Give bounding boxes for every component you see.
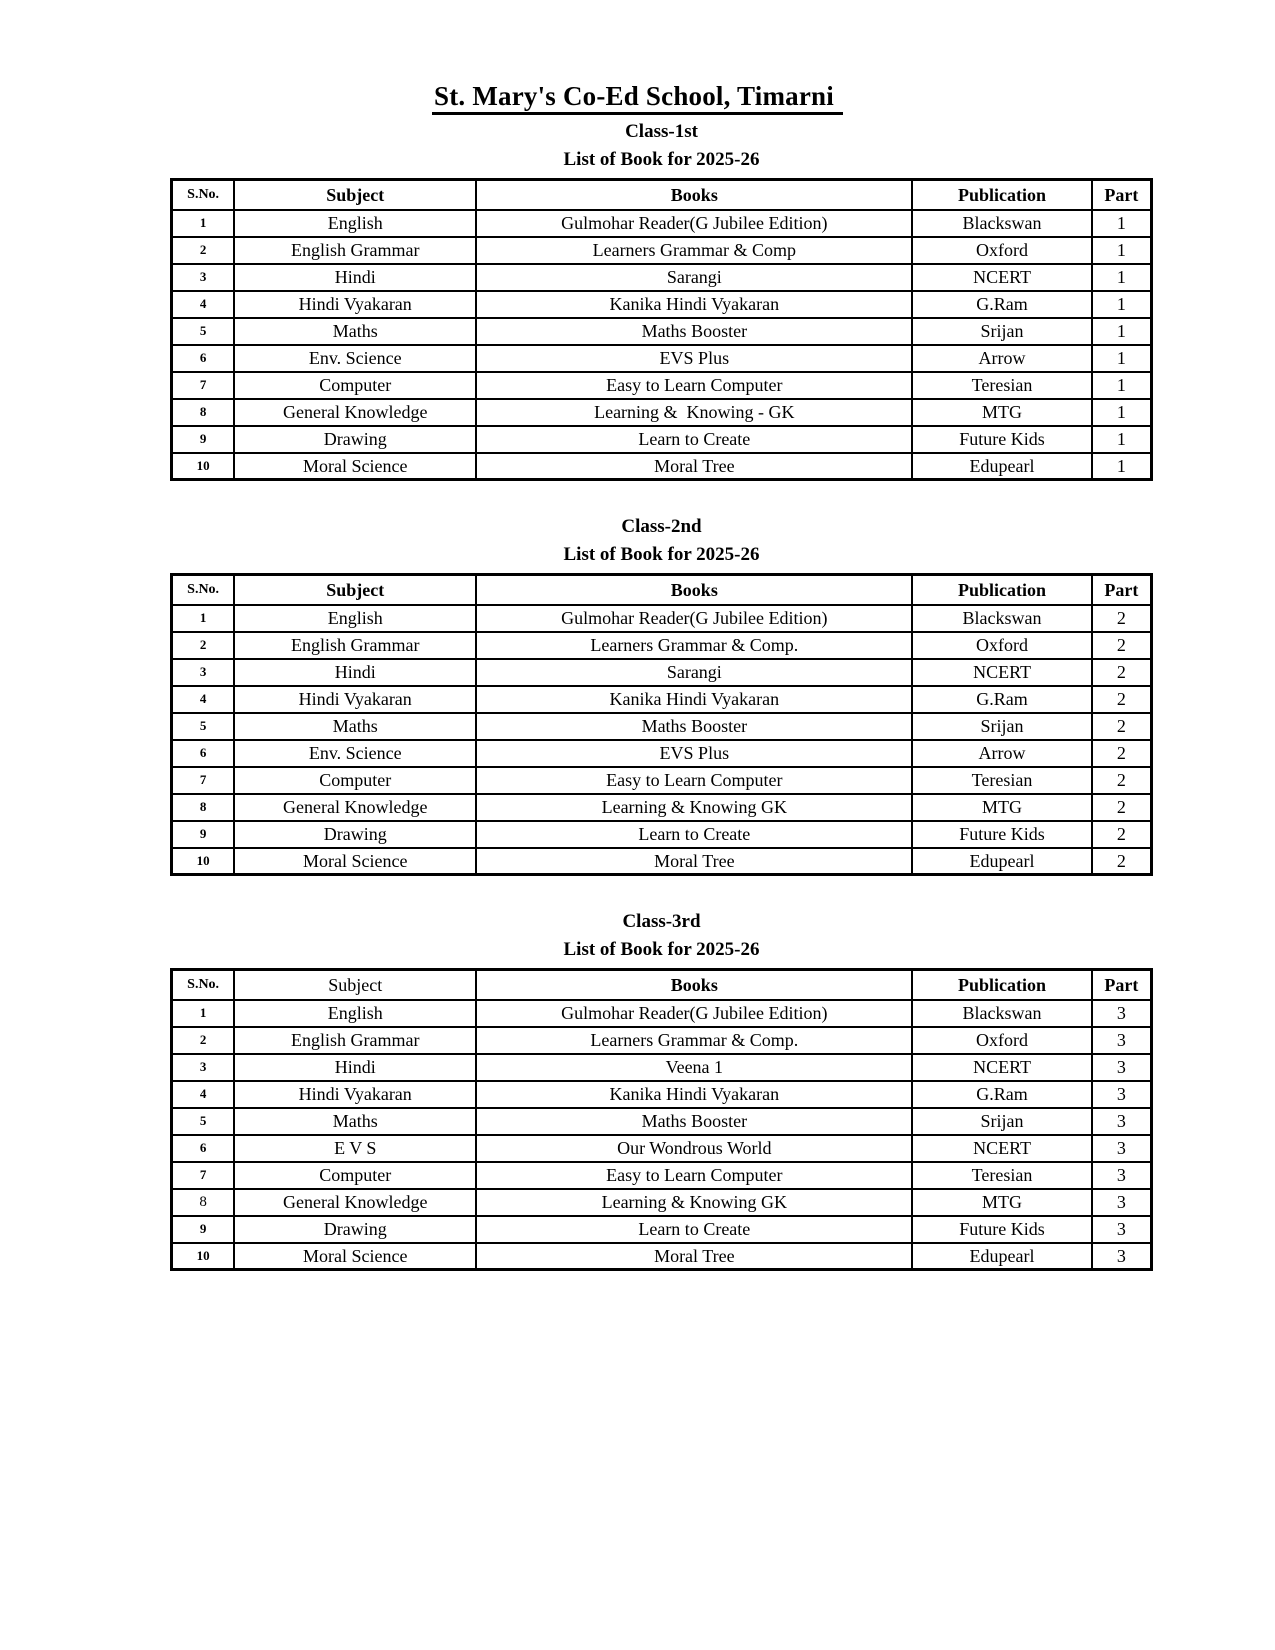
publication-cell: Oxford <box>912 1027 1091 1054</box>
sno-cell: 2 <box>172 237 235 264</box>
table-row <box>172 767 1152 794</box>
document-header <box>0 0 1275 115</box>
part-cell: 3 <box>1092 1027 1152 1054</box>
book-cell: Our Wondrous World <box>476 1135 912 1162</box>
subject-cell: E V S <box>234 1135 476 1162</box>
publication-cell: Blackswan <box>912 605 1091 632</box>
publication-cell: G.Ram <box>912 686 1091 713</box>
publication-cell: NCERT <box>912 659 1091 686</box>
subject-cell: General Knowledge <box>234 794 476 821</box>
sno-cell: 6 <box>172 345 235 372</box>
publication-cell: Arrow <box>912 740 1091 767</box>
subject-cell: General Knowledge <box>234 1189 476 1216</box>
subject-cell: Maths <box>234 1108 476 1135</box>
book-cell: Veena 1 <box>476 1054 912 1081</box>
subject-cell: Computer <box>234 767 476 794</box>
table-row <box>172 794 1152 821</box>
table-row <box>172 372 1152 399</box>
book-cell: Gulmohar Reader(G Jubilee Edition) <box>476 605 912 632</box>
page-title: St. Mary's Co-Ed School, Timarni <box>432 82 843 115</box>
sno-cell: 3 <box>172 264 235 291</box>
sno-cell: 9 <box>172 1216 235 1243</box>
publication-cell: Teresian <box>912 372 1091 399</box>
sno-cell: 1 <box>172 210 235 237</box>
publication-cell: Future Kids <box>912 821 1091 848</box>
part-cell: 1 <box>1092 399 1152 426</box>
col-header-publication: Publication <box>912 180 1091 210</box>
book-cell: Easy to Learn Computer <box>476 767 912 794</box>
sno-cell: 6 <box>172 740 235 767</box>
book-cell: Learn to Create <box>476 426 912 453</box>
subject-cell: English <box>234 1000 476 1027</box>
book-cell: Learning & Knowing GK <box>476 794 912 821</box>
table-row <box>172 318 1152 345</box>
part-cell: 3 <box>1092 1162 1152 1189</box>
sno-cell: 10 <box>172 453 235 480</box>
publication-cell: Oxford <box>912 632 1091 659</box>
table-row <box>172 1135 1152 1162</box>
book-cell: Moral Tree <box>476 848 912 875</box>
sno-cell: 2 <box>172 1027 235 1054</box>
part-cell: 3 <box>1092 1216 1152 1243</box>
publication-cell: NCERT <box>912 264 1091 291</box>
publication-cell: Oxford <box>912 237 1091 264</box>
publication-cell: NCERT <box>912 1135 1091 1162</box>
class-1-section <box>170 120 1153 481</box>
table-row <box>172 740 1152 767</box>
part-cell: 1 <box>1092 210 1152 237</box>
book-cell: Maths Booster <box>476 713 912 740</box>
table-row <box>172 1162 1152 1189</box>
book-cell: Learning & Knowing GK <box>476 1189 912 1216</box>
sno-cell: 7 <box>172 767 235 794</box>
table-row <box>172 1216 1152 1243</box>
sno-cell: 5 <box>172 1108 235 1135</box>
sno-cell: 7 <box>172 1162 235 1189</box>
sno-cell: 10 <box>172 1243 235 1270</box>
book-cell: Maths Booster <box>476 1108 912 1135</box>
part-cell: 2 <box>1092 632 1152 659</box>
publication-cell: MTG <box>912 399 1091 426</box>
table-row <box>172 1243 1152 1270</box>
publication-cell: Blackswan <box>912 210 1091 237</box>
subject-cell: English Grammar <box>234 1027 476 1054</box>
col-header-sno: S.No. <box>172 575 235 605</box>
publication-cell: Edupearl <box>912 848 1091 875</box>
table-row <box>172 345 1152 372</box>
publication-cell: MTG <box>912 1189 1091 1216</box>
subject-cell: Hindi <box>234 264 476 291</box>
col-header-publication: Publication <box>912 970 1091 1000</box>
subject-cell: Maths <box>234 318 476 345</box>
subject-cell: Moral Science <box>234 848 476 875</box>
sno-cell: 5 <box>172 713 235 740</box>
sno-cell: 2 <box>172 632 235 659</box>
publication-cell: Teresian <box>912 1162 1091 1189</box>
book-cell: Kanika Hindi Vyakaran <box>476 291 912 318</box>
book-cell: Learn to Create <box>476 1216 912 1243</box>
booklist-heading: List of Book for 2025-26 <box>563 149 760 171</box>
subject-cell: General Knowledge <box>234 399 476 426</box>
sno-cell: 8 <box>172 399 235 426</box>
part-cell: 1 <box>1092 318 1152 345</box>
book-cell: Moral Tree <box>476 453 912 480</box>
table-row <box>172 659 1152 686</box>
part-cell: 1 <box>1092 426 1152 453</box>
sno-cell: 4 <box>172 291 235 318</box>
sno-cell: 3 <box>172 659 235 686</box>
book-cell: Sarangi <box>476 659 912 686</box>
part-cell: 1 <box>1092 291 1152 318</box>
col-header-sno: S.No. <box>172 180 235 210</box>
subject-cell: Hindi Vyakaran <box>234 1081 476 1108</box>
col-header-books: Books <box>476 180 912 210</box>
publication-cell: Teresian <box>912 767 1091 794</box>
part-cell: 2 <box>1092 659 1152 686</box>
col-header-part: Part <box>1092 970 1152 1000</box>
publication-cell: Edupearl <box>912 1243 1091 1270</box>
class-heading: Class-1st <box>625 121 698 143</box>
sno-cell: 8 <box>172 794 235 821</box>
book-cell: Learners Grammar & Comp <box>476 237 912 264</box>
table-row <box>172 264 1152 291</box>
subject-cell: Computer <box>234 372 476 399</box>
sno-cell: 6 <box>172 1135 235 1162</box>
publication-cell: Srijan <box>912 1108 1091 1135</box>
subject-cell: Moral Science <box>234 453 476 480</box>
part-cell: 1 <box>1092 345 1152 372</box>
subject-cell: English <box>234 605 476 632</box>
table-body <box>172 605 1152 875</box>
book-cell: Gulmohar Reader(G Jubilee Edition) <box>476 1000 912 1027</box>
sno-cell: 4 <box>172 1081 235 1108</box>
class-heading: Class-3rd <box>622 911 701 933</box>
publication-cell: NCERT <box>912 1054 1091 1081</box>
table-row <box>172 821 1152 848</box>
col-header-subject: Subject <box>234 575 476 605</box>
publication-cell: Arrow <box>912 345 1091 372</box>
part-cell: 3 <box>1092 1243 1152 1270</box>
col-header-part: Part <box>1092 180 1152 210</box>
part-cell: 1 <box>1092 237 1152 264</box>
table-row <box>172 426 1152 453</box>
subject-cell: English Grammar <box>234 632 476 659</box>
table-row <box>172 399 1152 426</box>
book-cell: Easy to Learn Computer <box>476 1162 912 1189</box>
subject-cell: English <box>234 210 476 237</box>
part-cell: 2 <box>1092 713 1152 740</box>
publication-cell: Srijan <box>912 713 1091 740</box>
subject-cell: Hindi Vyakaran <box>234 291 476 318</box>
table-body <box>172 1000 1152 1270</box>
part-cell: 1 <box>1092 264 1152 291</box>
book-table-class-3 <box>170 968 1153 1271</box>
table-row <box>172 1108 1152 1135</box>
part-cell: 2 <box>1092 686 1152 713</box>
col-header-sno: S.No. <box>172 970 235 1000</box>
publication-cell: Edupearl <box>912 453 1091 480</box>
table-header-row <box>172 575 1152 605</box>
book-cell: Gulmohar Reader(G Jubilee Edition) <box>476 210 912 237</box>
table-row <box>172 291 1152 318</box>
table-row <box>172 1027 1152 1054</box>
sno-cell: 7 <box>172 372 235 399</box>
book-cell: Sarangi <box>476 264 912 291</box>
table-row <box>172 605 1152 632</box>
publication-cell: Future Kids <box>912 1216 1091 1243</box>
book-cell: EVS Plus <box>476 345 912 372</box>
part-cell: 1 <box>1092 372 1152 399</box>
part-cell: 2 <box>1092 821 1152 848</box>
publication-cell: Srijan <box>912 318 1091 345</box>
table-row <box>172 237 1152 264</box>
table-row <box>172 453 1152 480</box>
table-row <box>172 713 1152 740</box>
subject-cell: Hindi Vyakaran <box>234 686 476 713</box>
subject-cell: Drawing <box>234 426 476 453</box>
book-table-class-2 <box>170 573 1153 876</box>
part-cell: 3 <box>1092 1054 1152 1081</box>
part-cell: 3 <box>1092 1000 1152 1027</box>
table-row <box>172 1081 1152 1108</box>
sno-cell: 9 <box>172 821 235 848</box>
col-header-subject: Subject <box>234 970 476 1000</box>
col-header-part: Part <box>1092 575 1152 605</box>
book-cell: Maths Booster <box>476 318 912 345</box>
subject-cell: Env. Science <box>234 740 476 767</box>
book-cell: Moral Tree <box>476 1243 912 1270</box>
subject-cell: English Grammar <box>234 237 476 264</box>
part-cell: 3 <box>1092 1189 1152 1216</box>
table-row <box>172 1189 1152 1216</box>
document-body <box>170 120 1153 1271</box>
sno-cell: 3 <box>172 1054 235 1081</box>
class-2-section <box>170 515 1153 876</box>
table-row <box>172 1054 1152 1081</box>
publication-cell: Blackswan <box>912 1000 1091 1027</box>
booklist-heading: List of Book for 2025-26 <box>563 544 760 566</box>
book-table-class-1 <box>170 178 1153 481</box>
publication-cell: MTG <box>912 794 1091 821</box>
sno-cell: 1 <box>172 1000 235 1027</box>
book-cell: Learners Grammar & Comp. <box>476 1027 912 1054</box>
part-cell: 3 <box>1092 1108 1152 1135</box>
book-cell: Easy to Learn Computer <box>476 372 912 399</box>
subject-cell: Drawing <box>234 1216 476 1243</box>
part-cell: 2 <box>1092 794 1152 821</box>
subject-cell: Moral Science <box>234 1243 476 1270</box>
book-cell: Kanika Hindi Vyakaran <box>476 686 912 713</box>
subject-cell: Hindi <box>234 659 476 686</box>
col-header-books: Books <box>476 575 912 605</box>
part-cell: 2 <box>1092 740 1152 767</box>
part-cell: 2 <box>1092 767 1152 794</box>
table-row <box>172 686 1152 713</box>
col-header-books: Books <box>476 970 912 1000</box>
subject-cell: Maths <box>234 713 476 740</box>
subject-cell: Computer <box>234 1162 476 1189</box>
book-cell: Learn to Create <box>476 821 912 848</box>
subject-cell: Drawing <box>234 821 476 848</box>
part-cell: 3 <box>1092 1135 1152 1162</box>
subject-cell: Env. Science <box>234 345 476 372</box>
book-cell: EVS Plus <box>476 740 912 767</box>
table-header-row <box>172 180 1152 210</box>
part-cell: 1 <box>1092 453 1152 480</box>
col-header-publication: Publication <box>912 575 1091 605</box>
publication-cell: Future Kids <box>912 426 1091 453</box>
book-cell: Learners Grammar & Comp. <box>476 632 912 659</box>
table-row <box>172 632 1152 659</box>
booklist-heading: List of Book for 2025-26 <box>563 939 760 961</box>
table-row <box>172 848 1152 875</box>
table-row <box>172 210 1152 237</box>
part-cell: 2 <box>1092 605 1152 632</box>
col-header-subject: Subject <box>234 180 476 210</box>
part-cell: 3 <box>1092 1081 1152 1108</box>
sno-cell: 1 <box>172 605 235 632</box>
sno-cell: 5 <box>172 318 235 345</box>
book-cell: Kanika Hindi Vyakaran <box>476 1081 912 1108</box>
subject-cell: Hindi <box>234 1054 476 1081</box>
publication-cell: G.Ram <box>912 1081 1091 1108</box>
table-body <box>172 210 1152 480</box>
book-cell: Learning & Knowing - GK <box>476 399 912 426</box>
table-header-row <box>172 970 1152 1000</box>
part-cell: 2 <box>1092 848 1152 875</box>
sno-cell: 8 <box>172 1189 235 1216</box>
class-heading: Class-2nd <box>621 516 702 538</box>
sno-cell: 9 <box>172 426 235 453</box>
publication-cell: G.Ram <box>912 291 1091 318</box>
sno-cell: 10 <box>172 848 235 875</box>
sno-cell: 4 <box>172 686 235 713</box>
table-row <box>172 1000 1152 1027</box>
class-3-section <box>170 910 1153 1271</box>
